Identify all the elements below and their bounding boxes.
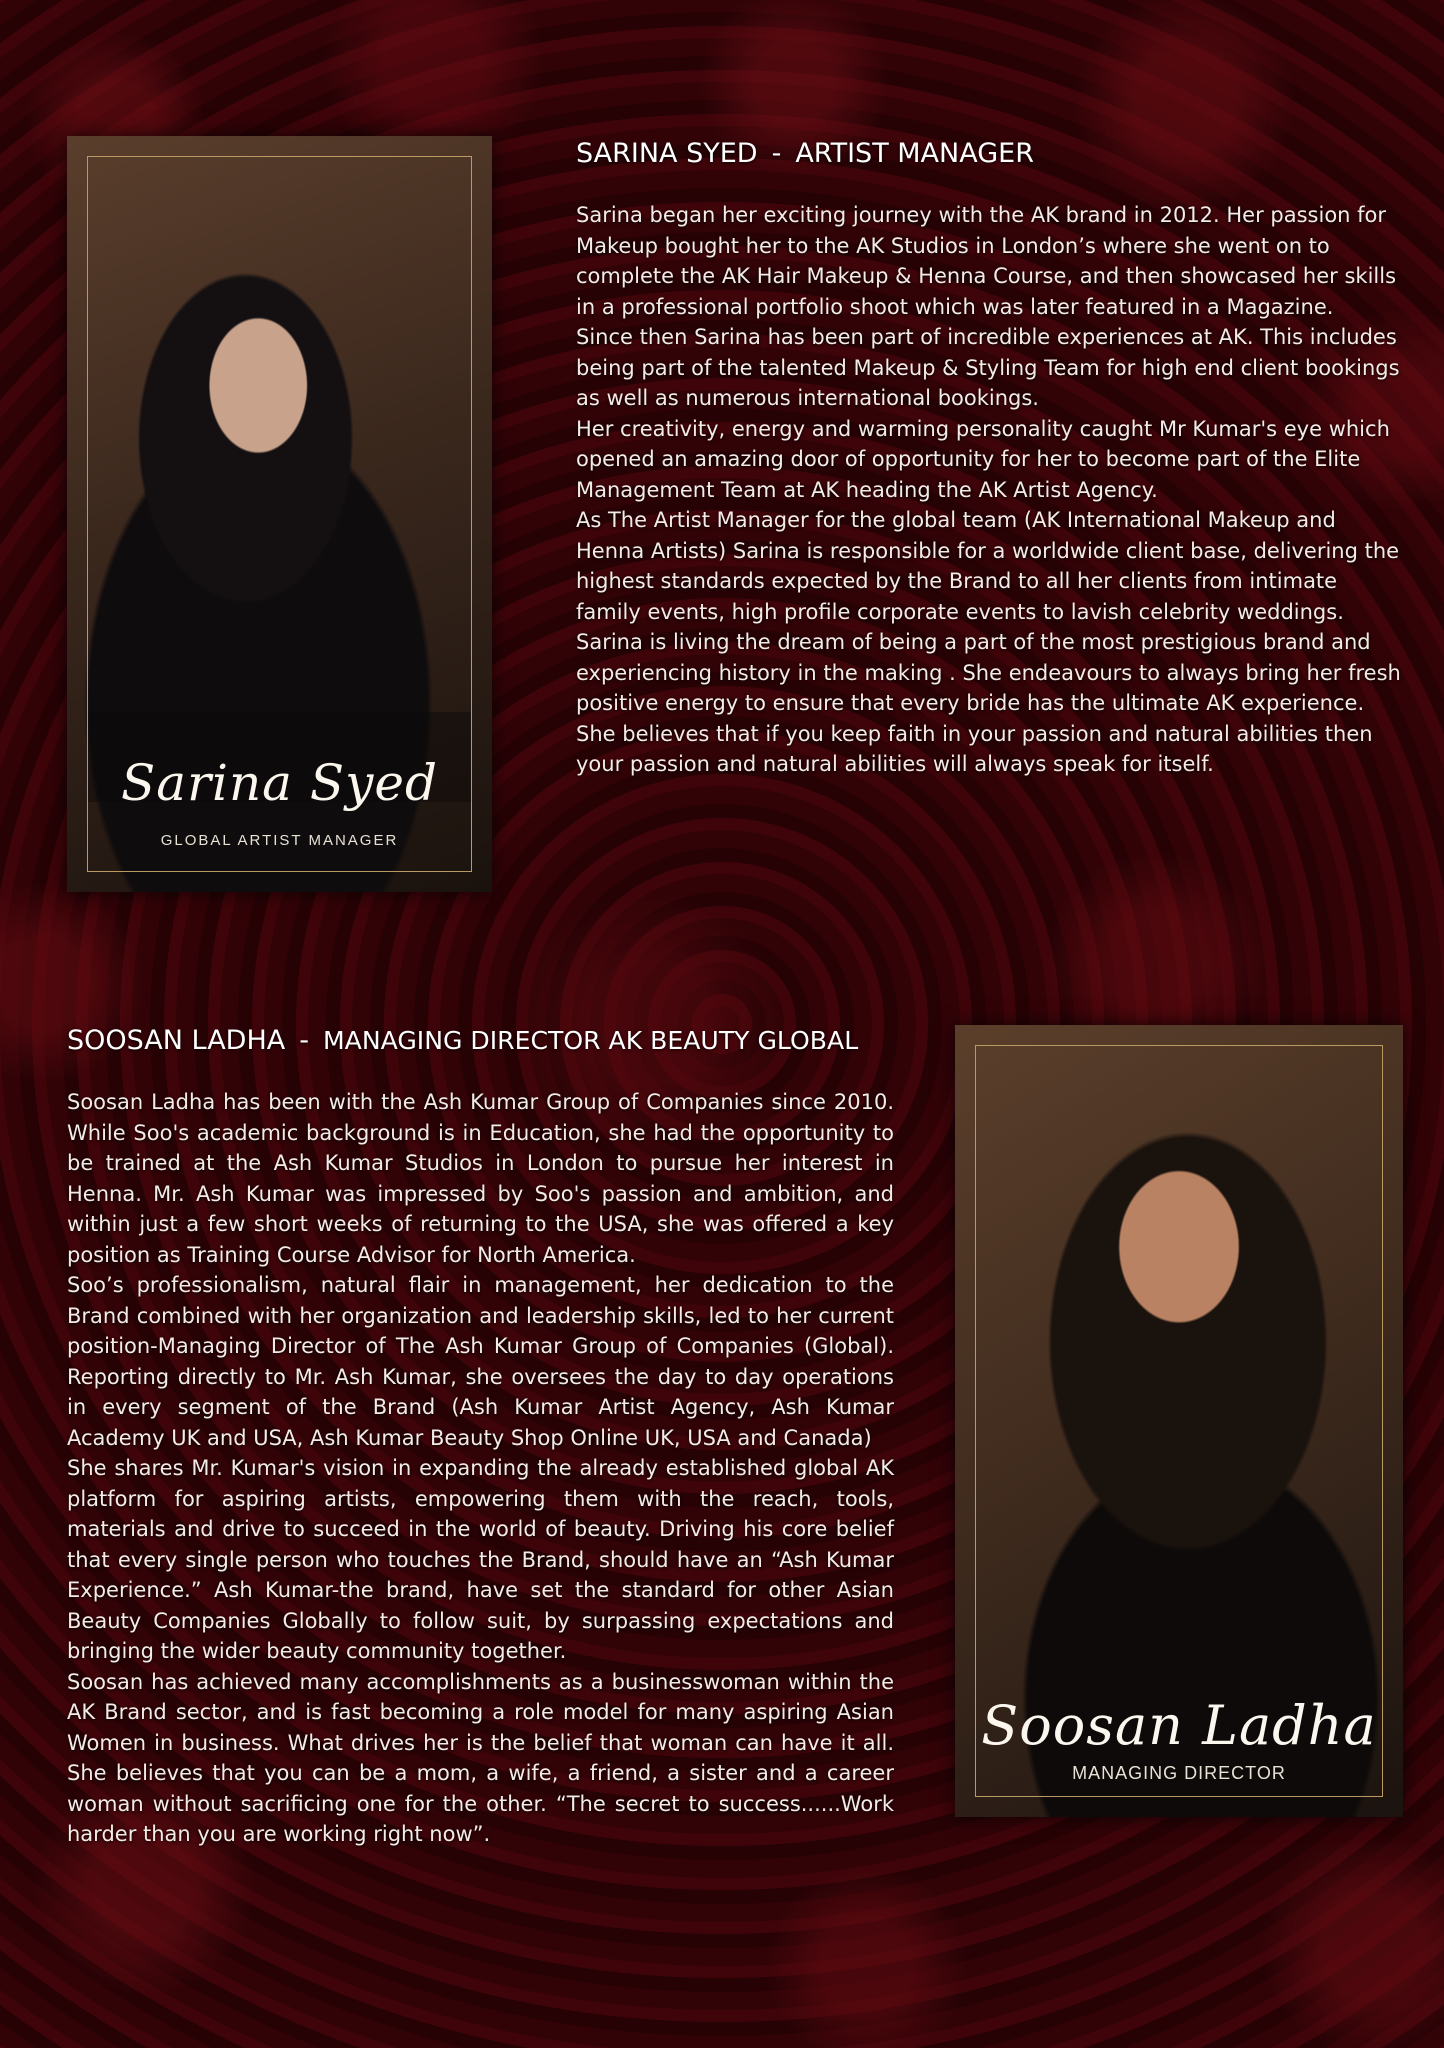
bio-paragraph: Soosan has achieved many accomplishments as a businesswoman within the AK Brand sector, and is fast becoming a role model for many aspiring Asian Women in business. What drives her is the belief that woman can have it all. She believes that you can be a mom, a wife, a friend, a sister and a career woman without sacrificing one for the other. “The secret to success......Work harder than you are working right now”.	[67, 1669, 894, 1846]
sarina-portrait-photo	[67, 136, 492, 892]
soosan-role: MANAGING DIRECTOR AK BEAUTY GLOBAL	[322, 1026, 859, 1055]
bio-paragraph: Her creativity, energy and warming personality caught Mr Kumar's eye which opened an amazing door of opportunity for her to become part of the Elite Management Team at AK heading the AK Artist Agency.	[576, 416, 1390, 502]
sarina-role: ARTIST MANAGER	[795, 138, 1034, 169]
soosan-signature: Soosan Ladha	[981, 1694, 1377, 1757]
bio-paragraph: She shares Mr. Kumar's vision in expanding the already established global AK platform for aspiring artists, empowering them with the reach, tools, materials and drive to succeed in the world of beauty. Driving his core belief that every single person who touches the Brand, should have an “Ash Kumar Experience.” Ash Kumar-the brand, have set the standard for other Asian Beauty Companies Globally to follow suit, by surpassing expectations and bringing the wider beauty community together.	[67, 1456, 894, 1663]
bio-paragraph: As The Artist Manager for the global team (AK International Makeup and Henna Artists) Sarina is responsible for a worldwide client base, delivering the highest standards expected by the Brand to all her clients from intimate family events, high profile corporate events to lavish celebrity weddings.	[576, 508, 1400, 624]
bio-paragraph: Sarina is living the dream of being a part of the most prestigious brand and experiencing history in the making . She endeavours to always bring her fresh positive energy to ensure that every bride has the ultimate AK experience.	[576, 630, 1401, 715]
sarina-heading	[576, 138, 1034, 169]
bio-paragraph: Soo’s professionalism, natural flair in management, her dedication to the Brand combined with her organization and leadership skills, led to her current position-Managing Director of The Ash Kumar Group of Companies (Global). Reporting directly to Mr. Ash Kumar, she oversees the day to day operations in every segment of the Brand (Ash Kumar Artist Agency, Ash Kumar Academy UK and USA, Ash Kumar Beauty Shop Online UK, USA and Canada)	[67, 1273, 894, 1450]
gold-frame	[975, 1045, 1383, 1797]
bio-paragraph: Sarina began her exciting journey with the AK brand in 2012. Her passion for Makeup bought her to the AK Studios in London’s where she went on to complete the AK Hair Makeup & Henna Course, and then showcased her skills in a professional portfolio shoot which was later featured in a Magazine.	[576, 203, 1397, 319]
soosan-portrait-photo	[955, 1025, 1403, 1817]
heading-separator: -	[299, 1025, 309, 1056]
bio-paragraph: She believes that if you keep faith in your passion and natural abilities then your passion and natural abilities will always speak for itself.	[576, 721, 1373, 776]
sarina-name: SARINA SYED	[576, 138, 758, 169]
heading-separator: -	[771, 138, 782, 169]
soosan-bio	[67, 1087, 894, 1850]
sarina-signature-role: GLOBAL ARTIST MANAGER	[160, 832, 399, 849]
bio-paragraph: Soosan Ladha has been with the Ash Kumar Group of Companies since 2010. While Soo's academic background is in Education, she had the opportunity to be trained at the Ash Kumar Studios in London to pursue her interest in Henna. Mr. Ash Kumar was impressed by Soo's passion and ambition, and within just a few short weeks of returning to the USA, she was offered a key position as Training Course Advisor for North America.	[67, 1090, 894, 1267]
soosan-signature-role: MANAGING DIRECTOR	[1072, 1763, 1286, 1783]
soosan-heading	[67, 1025, 858, 1056]
sarina-signature: Sarina Syed	[121, 754, 438, 812]
soosan-name: SOOSAN LADHA	[67, 1025, 286, 1056]
bio-paragraph: Since then Sarina has been part of incredible experiences at AK. This includes being part of the talented Makeup & Styling Team for high end client bookings as well as numerous international bookings.	[576, 325, 1400, 410]
sarina-bio	[576, 200, 1406, 780]
